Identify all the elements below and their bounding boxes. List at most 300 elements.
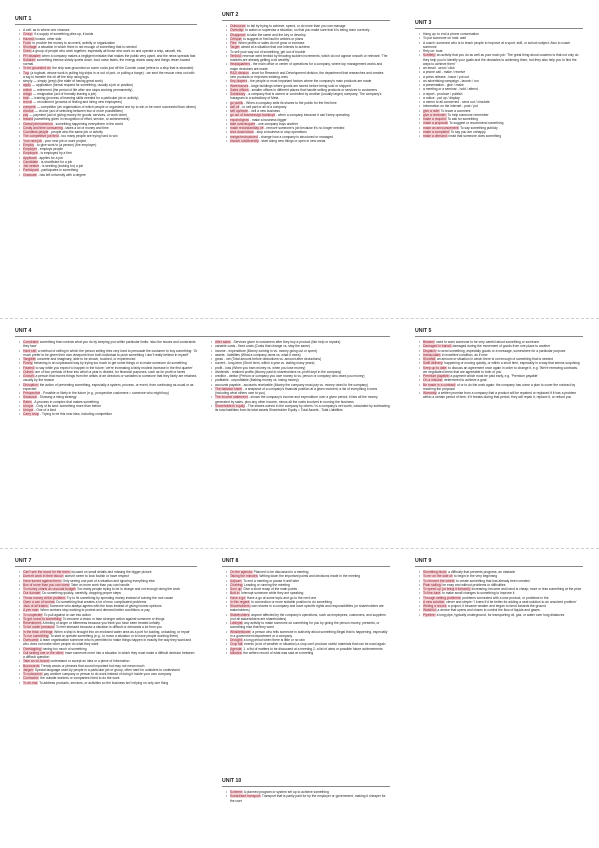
entry-text: - is shortlisted for a job bbox=[38, 159, 73, 164]
entry-term: compete bbox=[23, 104, 36, 109]
entry-text: - applies for a job bbox=[37, 155, 63, 160]
entry-text: a payment which must be paid early, e.g. 'Premium payable' bbox=[450, 374, 539, 378]
entry-text: in excellent condition, as if new bbox=[441, 352, 488, 357]
unit-title: UNIT 9 bbox=[415, 558, 583, 567]
entry-term: Shareholders' equity bbox=[215, 403, 245, 408]
entry-term: reward bbox=[23, 117, 34, 122]
entry-term: Lobbyist: bbox=[230, 621, 244, 625]
entry-list bbox=[222, 570, 390, 655]
entry-term: Overcome: bbox=[23, 638, 40, 642]
entry-term: Carry shop bbox=[23, 412, 40, 417]
entry-term: Throw money at the problem: bbox=[23, 595, 66, 600]
entry-term: Prospective bbox=[23, 391, 41, 395]
unit-title: UNIT 5 bbox=[415, 328, 583, 337]
entry-term: Job seeker bbox=[23, 164, 40, 168]
entry-term: branch out/diversify bbox=[230, 138, 259, 143]
entry-text: insist that someone does something bbox=[448, 134, 502, 138]
entry-text: - Trying to be this new idea, including competition bbox=[40, 412, 113, 417]
entry-text: a group of people who work together, especially all those who work on and operate a ship, aircraft, etc. bbox=[32, 49, 183, 54]
entry-text: - The shares owned in the company by others / is a company's net worth, calculated by subtracting its total liabilities from its total assets Shareholder Equity = Total Assets - Total Liabilities bbox=[215, 403, 390, 412]
entry-text: When workers stop working to protest and demand better conditions or pay bbox=[40, 608, 150, 613]
entry-term: Pushy: bbox=[23, 361, 34, 366]
entry-item bbox=[420, 53, 583, 66]
entry-text: To put someone on hold: wait bbox=[423, 36, 466, 41]
entry-term: Target: bbox=[230, 45, 241, 50]
entry-term: Sum up: bbox=[230, 587, 243, 591]
entry-text: — resignation (act of formally leaving a job) bbox=[32, 91, 97, 96]
entry-text: damaged during the movement of goods from one place to another bbox=[452, 344, 551, 349]
entry-item bbox=[420, 613, 583, 617]
entry-text: Do something quickly, carefully, dropping proper steps bbox=[42, 591, 121, 596]
entry-term: Fixated: bbox=[23, 365, 35, 370]
unit-5-notes bbox=[415, 328, 583, 528]
row-divider bbox=[0, 318, 599, 319]
entry-term: Watchful: bbox=[423, 608, 437, 613]
entry-text: a presentation - give / make bbox=[423, 83, 464, 87]
entry-text: the ship was grounded on some rocks just off the Cornish coast (refers to a ship that is stranded) bbox=[52, 66, 194, 71]
entry-text: revenue went tenfold by throwing sudden increments, which do not appear smooth or relevant: 'The markets are already getting a lot wealthy' bbox=[230, 53, 388, 62]
entry-item bbox=[20, 681, 197, 685]
entry-term: make a proposal: bbox=[423, 121, 449, 126]
entry-term: Employ bbox=[23, 142, 34, 147]
entry-text: To become a vision or take stronger action against someone or things bbox=[62, 616, 165, 621]
entry-term: Applicant bbox=[23, 155, 37, 160]
entry-text: A coach: someone who is to teach people to improve at a sport, skill, or school subject. Also to coach someone bbox=[423, 40, 571, 49]
entry-text: income - expenditure (Money coming in vs. money going out or spent) bbox=[215, 348, 318, 353]
entry-term: Critique: bbox=[230, 36, 243, 41]
entry-item bbox=[20, 374, 198, 383]
entry-text: — recruitment (process of finding and hiring new employees) bbox=[33, 100, 122, 105]
entry-text: be easy and without problems or difficulties bbox=[442, 582, 506, 587]
entry-term: make a request: bbox=[423, 117, 447, 121]
entry-item bbox=[20, 340, 198, 349]
entry-text: A feeling of anger or bitterness because you think you have been treated unfairly bbox=[42, 621, 160, 625]
entry-text: aimed at a situation that one intends to achieve bbox=[241, 45, 310, 50]
entry-text: To pull against or use into action bbox=[43, 612, 91, 617]
entry-term: The income statement bbox=[215, 395, 248, 400]
entry-text: to provide the money to an event, activity or organization bbox=[32, 40, 116, 45]
entry-item bbox=[227, 621, 390, 630]
entry-term: Headquarters bbox=[230, 62, 250, 67]
entry-text: to fail by trying to achieve, spend, or do more than you can manage bbox=[247, 24, 346, 28]
entry-text: Too many people trying to be in charge and not enough doing the work bbox=[77, 587, 181, 591]
entry-term: Your new job bbox=[23, 138, 42, 143]
entry-text: A planned program or system set up to achieve something bbox=[243, 790, 329, 794]
entry-term: Buzzwords: bbox=[23, 663, 41, 668]
entry-text: - one company buys another bbox=[256, 121, 299, 126]
entry-text: a notice - put up / display bbox=[423, 95, 460, 100]
entry-text: - large buildings where goods are stored before being sold or shipped bbox=[249, 83, 351, 88]
entry-item bbox=[227, 613, 390, 622]
entry-term: Subtlety: bbox=[423, 53, 436, 58]
entry-text: something intense slowly quiets down, loud noise fades, the energy drains away and things return toward normal bbox=[23, 57, 191, 66]
entry-text: the action of preventing something, especially a system, process, or event, from continuing as usual or as expected bbox=[23, 382, 194, 391]
entry-term: Candidate bbox=[23, 159, 39, 164]
entry-term: Writing a record: bbox=[423, 604, 448, 608]
entry-text: In connection or more suitable position to do something bbox=[251, 599, 332, 604]
entry-item bbox=[227, 62, 390, 71]
entry-text: events (a lot of weather or situation) a crop can't produce useful materials that can be used again bbox=[244, 642, 386, 647]
entry-term: Stumbling block: bbox=[423, 570, 448, 574]
entry-term: Damaged in transit: bbox=[423, 344, 452, 349]
entry-list bbox=[415, 570, 583, 617]
entry-term: Participant bbox=[23, 168, 39, 173]
entry-term: To be under pressure: bbox=[23, 625, 56, 630]
entry-term: Jargon: bbox=[23, 667, 34, 672]
entry-text: A team organisation someone who is permitted to make things happen in exactly the way they want and who does not make other people do what they want bbox=[23, 638, 192, 647]
entry-text: - your new job or work project bbox=[42, 138, 87, 143]
entry-term: Scheme: bbox=[230, 790, 244, 794]
entry-text: to send something, especially goods or a message, somewhere for a particular purpose bbox=[437, 348, 566, 353]
entry-text: increasing; become and hand is cheap; more or less something at the price bbox=[471, 587, 582, 591]
entry-text: gross - net (Total amount before deductions vs. amount after deductions) bbox=[215, 357, 322, 361]
entry-term: Unique bbox=[23, 408, 34, 412]
entry-term: To get round to something: bbox=[23, 616, 63, 621]
entry-item bbox=[227, 651, 390, 655]
entry-text: To say you are unhappy bbox=[450, 129, 486, 134]
entry-term: Agenda: bbox=[230, 646, 243, 651]
entry-text: Have a go at some topic and go to the next one bbox=[246, 595, 317, 600]
entry-list bbox=[415, 340, 583, 400]
entry-term: Disruption: bbox=[23, 382, 39, 387]
entry-term: Graduate bbox=[23, 172, 37, 177]
entry-text: focused on small details and missing the bigger picture bbox=[71, 570, 152, 574]
entry-text: a long period when there is little or no rain bbox=[243, 638, 305, 642]
entry-item bbox=[227, 604, 390, 613]
entry-text: a memo to all concerned - send out / circulate bbox=[423, 100, 490, 104]
entry-item bbox=[420, 366, 583, 375]
entry-term: Warranty: bbox=[423, 391, 438, 395]
entry-item bbox=[20, 638, 197, 647]
entry-term: Adjourn: bbox=[230, 578, 243, 583]
entry-term: Seasonal bbox=[23, 395, 37, 400]
entry-text: used to warn someone to be very careful about something or someone bbox=[436, 340, 540, 344]
entry-term: Through setting problems: bbox=[423, 595, 462, 600]
entry-text: - something happening everywhere in the world bbox=[53, 121, 123, 126]
entry-term: make a complaint: bbox=[423, 129, 450, 134]
entry-text: To feel stressed because a situation is difficult or demands a lot from you bbox=[55, 625, 162, 630]
entry-term: Premium payable: bbox=[423, 374, 450, 378]
entry-term: Overstep: bbox=[230, 28, 245, 33]
entry-term: online bbox=[23, 87, 32, 92]
entry-text: To address products, services, or activities so the business isn't relying on only one thing bbox=[39, 680, 169, 685]
entry-text: problems connected with a new product, or problems in the bbox=[462, 595, 549, 600]
entry-text: variable costs - fixed costs (Costs that change vs. stay the same) bbox=[215, 344, 310, 349]
entry-text: - to sell part or all of a company bbox=[240, 104, 287, 109]
entry-text: - to give work to (a person) (the employer) bbox=[34, 142, 97, 147]
entry-term: apply bbox=[23, 83, 31, 88]
entry-term: give a reminder: bbox=[423, 112, 447, 117]
entry-item bbox=[227, 630, 390, 639]
entry-item bbox=[212, 395, 390, 404]
entry-term: Drought: bbox=[230, 638, 243, 642]
entry-term: Outsource: bbox=[230, 24, 247, 28]
entry-text: (a tugboat, whose work is pulling big ships in or out of port, or pulling a barge) - we sent the rescue crew out with a tug to transfer the oil off the ship using tugs bbox=[23, 70, 195, 79]
entry-text: Try to fix something by spending money instead of solving the root cause bbox=[66, 595, 174, 600]
entry-term: give a note: bbox=[423, 108, 441, 113]
entry-text: - A process in complex that makes something bbox=[32, 399, 99, 404]
entry-text: the outside workers or companies hired to do the work bbox=[40, 676, 120, 681]
entry-item bbox=[20, 58, 197, 67]
entry-text: a situation in which there is not enough of something that is needed bbox=[38, 45, 137, 49]
entry-term: Pipeline: bbox=[423, 612, 436, 617]
entry-text: current - long-term (Short term, within a year vs. lasting many years) bbox=[215, 361, 315, 366]
entry-text: one of four periods of time into which a year is divided, for financial purposes, such as for profit or taxes bbox=[34, 369, 186, 374]
entry-term: Out seeing one or the other: bbox=[23, 650, 65, 655]
entry-text: - a company that is owned or controlled by another (usually larger) company; The company's Instagram is a subsidiary of Meta bbox=[230, 92, 382, 101]
unit-title: UNIT 2 bbox=[222, 12, 390, 21]
entry-term: train bbox=[23, 96, 30, 100]
entry-text: behaving in an unpleasant way by trying too much to get some things or to make someone do something bbox=[34, 361, 187, 366]
entry-text: a written promise from a company that a product will be repaired or replaced if it has a problem within a certain period of time; if it breaks during that period, they will repair it, replace it, or refund you bbox=[423, 391, 577, 400]
entry-term: resign bbox=[23, 91, 32, 96]
entry-term: Can't see the wood for the trees: bbox=[23, 570, 71, 574]
entry-term: A new solution: bbox=[423, 599, 446, 604]
entry-term: After sales bbox=[215, 340, 231, 344]
entry-text: pay another company or person to do work instead of doing it inside your own company bbox=[43, 672, 172, 676]
entry-term: To outsource: bbox=[23, 672, 43, 676]
entry-term: Dispatch: bbox=[423, 348, 437, 353]
unit-title: UNIT 1 bbox=[15, 16, 197, 25]
entry-text: doesn't seem to look foolish or have respect bbox=[64, 574, 129, 579]
entry-item bbox=[420, 383, 583, 392]
entry-item bbox=[227, 54, 390, 63]
entry-term: The competitive job field bbox=[23, 134, 59, 139]
entry-text: Someone who always agrees with the boss instead of giving honest opinions bbox=[49, 604, 162, 608]
entry-text: to begin in the very beginning bbox=[453, 574, 498, 579]
entry-text: When profits or sales do not grow or increase bbox=[238, 41, 305, 45]
entry-text: understand or accept an idea or a piece of information bbox=[50, 659, 130, 664]
entry-item bbox=[20, 349, 198, 358]
entry-text: Give a short recap of the main points bbox=[243, 587, 298, 591]
entry-term: To cooperate: bbox=[23, 612, 43, 617]
entry-text: Interrupt someone while they are speaking bbox=[241, 591, 304, 596]
entry-text: - is employed by a firm bbox=[38, 151, 72, 156]
entry-list bbox=[222, 790, 390, 803]
entry-text: 1. a list of matters to be discussed at a meeting 2. a list of aims or possible future achievements bbox=[243, 646, 383, 651]
entry-term: On the agenda: bbox=[230, 570, 253, 574]
entry-term: Growth: bbox=[23, 374, 35, 378]
entry-text: to take the same and the key or develop bbox=[246, 32, 306, 37]
entry-term: Fund: bbox=[23, 40, 32, 45]
entry-term: Open a can of worms: bbox=[23, 599, 56, 604]
entry-text: to watch or supervise a situation, so that you make sure that it is being done correctly bbox=[245, 28, 370, 33]
entry-term: Global phenomenon bbox=[23, 121, 53, 126]
entry-text: — choice (act of selecting between two or more possibilities) bbox=[34, 108, 123, 113]
entry-term: Employer bbox=[23, 147, 37, 151]
entry-text: a report - produce / publish bbox=[423, 91, 463, 96]
entry-text: When a ship is brought into an enclosed water area as a port for loading, unloading, or repair bbox=[54, 629, 190, 634]
entry-text: To start or operate something (e.g., to move a situation or to have people working there) bbox=[50, 633, 179, 638]
entry-text: assets - liabilities (What a company owns vs. what it owes) bbox=[215, 352, 301, 357]
entry-term: In the thick of things: bbox=[23, 629, 54, 634]
entry-term: Crew: bbox=[23, 49, 32, 54]
unit-7-notes bbox=[15, 558, 197, 838]
entry-text: To end a meeting or pause it until later bbox=[243, 578, 300, 583]
entry-text: the written record of what was said at a meeting bbox=[243, 650, 314, 655]
entry-term: Hazard: bbox=[23, 36, 35, 41]
entry-text: a phone call - make / receive bbox=[423, 70, 466, 75]
entry-text: - Showing a rising strategy bbox=[37, 395, 77, 400]
entry-text: Special language used by people in a particular job or group, often hard for outsiders to understand bbox=[34, 667, 180, 672]
entry-term: To err on the side of: bbox=[423, 574, 454, 579]
entry-term: Have a go: bbox=[230, 595, 246, 600]
entry-text: To help someone remember bbox=[447, 112, 489, 117]
row-divider bbox=[0, 548, 599, 549]
entry-text: Planned to be discussed in a meeting bbox=[253, 570, 309, 574]
entry-term: Doesn't work in their favour: bbox=[23, 574, 64, 579]
entry-term: Minutes: bbox=[230, 650, 243, 655]
unit-10-notes bbox=[222, 778, 390, 838]
entry-item bbox=[20, 651, 197, 660]
entry-term: Plain sailing: bbox=[423, 582, 442, 587]
entry-text: - short for Research and Development division, the department that researches and creates new products or improves existing ones bbox=[230, 70, 384, 79]
entry-text: to discuss an agreement once again in order to change it, e.g. 'We're renewing contracts, we negotiated terms that are agreeable to both of you' bbox=[423, 365, 578, 374]
entry-term: Subside: bbox=[23, 57, 36, 62]
entry-item bbox=[20, 71, 197, 80]
entry-term: Chairing: bbox=[230, 582, 244, 587]
entry-item bbox=[227, 139, 390, 143]
entry-term: Constraint: bbox=[23, 340, 39, 344]
unit-8-notes bbox=[222, 558, 390, 758]
entry-term: Be made in a contract: bbox=[423, 382, 456, 387]
entry-text: any activity to make someone do something for you by giving the person money, presents, or something else that they want bbox=[230, 621, 380, 630]
entry-term: Subsidiary bbox=[230, 92, 246, 96]
entry-text: - when a company because it can't keep operating bbox=[276, 113, 350, 118]
entry-item bbox=[212, 387, 390, 396]
entry-term: Swift delivery: bbox=[423, 361, 444, 366]
entry-term: Key players bbox=[230, 79, 248, 84]
entry-text: a project, it became weaker and began to bend towards the ground bbox=[448, 604, 546, 608]
entry-term: Whistleblower: bbox=[230, 629, 252, 634]
unit-9-notes bbox=[415, 558, 583, 758]
entry-text: to say while you expect to happen in the future: 'we're increasing a fairly modest increase in the first quarter' bbox=[35, 365, 193, 370]
entry-term: Butt in: bbox=[230, 591, 241, 596]
entry-term: Keep up to date: bbox=[423, 365, 448, 370]
entry-text: Writing down the important points and decisions made in the meeting bbox=[259, 574, 361, 579]
entry-term: Stakeholders: bbox=[230, 612, 251, 617]
entry-term: Subsidised transport: bbox=[230, 794, 261, 799]
entry-text: - smaller offices in different places that handle selling products or services to customers bbox=[249, 87, 377, 92]
entry-text: to create something that has already been created bbox=[456, 578, 530, 583]
entry-text: Transport that is partly paid for by the employer or government, making it cheaper for the user bbox=[230, 794, 386, 803]
entry-term: Resentment: bbox=[23, 621, 42, 625]
entry-term: Contractor: bbox=[23, 676, 40, 681]
entry-text: information on the internet - post / put bbox=[423, 104, 478, 109]
entry-text: accounts payable - accounts receivable (Money the company must pay vs. money owed to the company) bbox=[215, 382, 369, 387]
entry-term: Shortfall: bbox=[423, 357, 437, 361]
entry-text: - sell a new business bbox=[249, 109, 280, 113]
entry-text: something that controls what you do by keeping you within particular limits: 'also the issues and constraints they face' bbox=[23, 340, 196, 349]
entry-text: a long pipe, typically underground, for transporting oil, gas, or water over long distances bbox=[436, 612, 565, 617]
entry-item bbox=[227, 794, 390, 803]
entry-term: go out of business/go bankrupt bbox=[230, 113, 276, 118]
entry-text: - stop a business or stop operations bbox=[254, 130, 307, 135]
entry-text: happening or moving quickly, or within a short time, especially in a way that seems surprising bbox=[444, 361, 580, 366]
entry-term: Group: bbox=[23, 32, 34, 37]
entry-term: make a demand: bbox=[423, 134, 448, 138]
entry-text: invade, other side bbox=[35, 36, 62, 41]
entry-text: a meeting or a seminar - hold / attend bbox=[423, 87, 478, 92]
entry-text: determined to achieve a goal bbox=[444, 378, 487, 383]
entry-term: Crop fail: bbox=[230, 642, 244, 647]
entry-text: to make small changes to something to improve it bbox=[442, 591, 515, 596]
entry-text: - is seeking (looking for) a job bbox=[40, 164, 84, 168]
entry-term: Our domain: bbox=[23, 591, 42, 596]
entry-list bbox=[15, 340, 390, 417]
unit-3-notes bbox=[415, 20, 583, 220]
entry-text: - Possible or likely in the future (e.g., prospective customers = someone who might buy) bbox=[41, 391, 169, 395]
entry-list bbox=[15, 570, 197, 685]
entry-item bbox=[420, 134, 583, 138]
entry-term: The balance sheet bbox=[215, 386, 243, 391]
entry-term: To speed up (or bring it forward): bbox=[423, 587, 471, 591]
entry-term: Sales offices bbox=[230, 87, 249, 92]
entry-text: To sell your way out of something, get out of trouble bbox=[230, 49, 306, 54]
entry-term: To reinvent the wheel: bbox=[423, 578, 456, 583]
entry-text: - Only of its kind: something more than before bbox=[34, 403, 102, 408]
entry-term: Take an on-board: bbox=[23, 659, 50, 664]
entry-text: To ask for something bbox=[447, 117, 478, 121]
entry-term: To be grounded on: bbox=[23, 66, 52, 71]
entry-term: To fine-tune: bbox=[423, 591, 442, 596]
entry-term: go public bbox=[230, 100, 244, 105]
entry-text: an activity that you do as well as your main job: 'The great thing about coaches is that not only do they help you to identify your goals and the obstacles to achieving them, but they also help you to find the ways to achieve them' bbox=[423, 53, 579, 66]
entry-text: - When a company sells its shares to the public for the first time bbox=[244, 100, 337, 105]
entry-text: - start doing new things or open in new areas bbox=[259, 138, 326, 143]
entry-text: a method of selling in which the person selling tries very hard to persuade the customer to buy something: 'Or much prefer to be given their own viewpoint from both individual to push something I don't really believe in myself' bbox=[23, 348, 198, 357]
unit-4-notes bbox=[15, 328, 390, 528]
entry-text: — application (formal request for something, usually a job or position) bbox=[31, 83, 134, 88]
entry-text: — retirement (the period of life after one stops working permanently) bbox=[32, 87, 133, 92]
entry-text: having too much of something bbox=[42, 646, 87, 651]
entry-term: Flex: bbox=[230, 41, 238, 45]
entry-term: R&D division bbox=[230, 70, 249, 75]
entry-text: concrete and imaginary; able to be shown, touched, or experienced bbox=[37, 357, 136, 361]
entry-term: Disappear: bbox=[230, 32, 246, 37]
entry-text: - remove someone's job because it's no longer needed bbox=[264, 126, 345, 130]
entry-item bbox=[227, 92, 390, 101]
entry-term: To money charts an unusual budget: bbox=[23, 587, 77, 591]
entry-text: profit - loss (When you earn money vs. when you lose money) bbox=[215, 365, 306, 370]
entry-term: PR disaster: bbox=[23, 53, 41, 58]
entry-term: Shareholders: bbox=[230, 604, 251, 608]
unit-title: UNIT 7 bbox=[15, 558, 197, 567]
entry-text: (something given in recognition of effort, service, or achievement) bbox=[34, 117, 130, 122]
entry-item bbox=[420, 391, 583, 400]
entry-text: a device that opens and closes to control the flow of liquids and gases bbox=[437, 608, 540, 613]
entry-term: Unique bbox=[23, 403, 34, 408]
entry-term: Rates bbox=[23, 399, 32, 404]
entry-text: simply — simply (prep) (the state of having great work) bbox=[23, 79, 103, 83]
entry-term: A yes man: bbox=[23, 608, 40, 613]
entry-text: - change how a company is structured or managed bbox=[258, 134, 334, 139]
entry-text: Rely on: trust bbox=[423, 49, 443, 53]
entry-term: In this regard: bbox=[230, 599, 251, 604]
entry-list bbox=[222, 24, 390, 143]
entry-text: if a supply of something piles up, it lands bbox=[34, 32, 94, 37]
entry-term: Warehouses bbox=[230, 83, 249, 88]
entry-item bbox=[20, 173, 197, 177]
entry-text: of or to do the work again: the company has come a plan to cover the contract by reaching the proposal bbox=[423, 382, 576, 391]
entry-term: take over/acquire bbox=[230, 121, 256, 126]
entry-text: profitable - unprofitable (Making money vs. losing money) bbox=[215, 378, 299, 383]
entry-text: when a company makes a negligent mistake that makes the public very upset, and the news spreads fast bbox=[41, 53, 196, 58]
entry-text: A cell: as to where one chooses bbox=[23, 28, 70, 32]
entry-term: Overlapping: bbox=[23, 646, 42, 651]
entry-text: a person that moves things from the artists of art directors or variables to someone that they likely are retained, usually by the reason bbox=[23, 374, 198, 383]
entry-term: On a mission: bbox=[423, 378, 444, 383]
